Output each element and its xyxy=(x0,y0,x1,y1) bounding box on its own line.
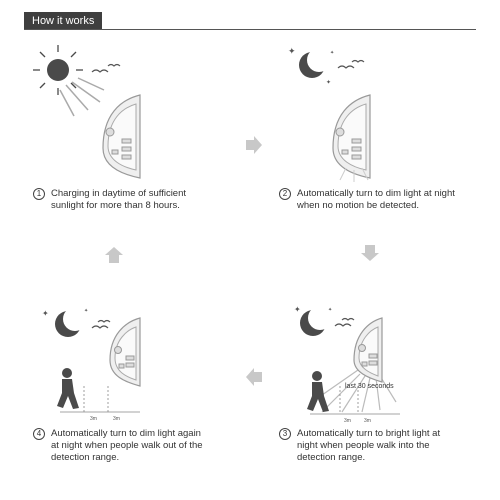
sun-icon xyxy=(33,45,83,95)
solar-light-device-icon xyxy=(103,95,140,178)
solar-light-device-icon xyxy=(354,318,382,382)
birds-icon xyxy=(92,321,110,329)
step-number: 3 xyxy=(279,428,291,440)
solar-light-device-icon xyxy=(333,95,370,178)
svg-text:✦: ✦ xyxy=(328,307,333,313)
distance-label-c: 3m xyxy=(344,418,351,424)
step-text: Automatically turn to bright light at night when people walk into the detection range. xyxy=(297,428,441,463)
step-1 xyxy=(33,188,211,212)
arrow-up-icon xyxy=(105,245,123,265)
panel-night-dim xyxy=(250,40,490,240)
step-3 xyxy=(279,428,457,464)
svg-text:✦: ✦ xyxy=(288,46,296,56)
daytime-illustration xyxy=(0,40,240,190)
svg-text:✦: ✦ xyxy=(326,80,332,86)
svg-text:✦: ✦ xyxy=(42,309,49,318)
panel-night-dim-again xyxy=(0,290,240,490)
step-number: 4 xyxy=(33,428,45,440)
moon-icon xyxy=(55,307,87,337)
panel-daytime-charging xyxy=(0,40,240,240)
distance-label-b: 3m xyxy=(113,416,120,422)
section-title: How it works xyxy=(24,12,102,30)
birds-icon xyxy=(335,319,354,327)
step-text: Automatically turn to dim light again at night when people walk out of the detection range. xyxy=(51,428,203,463)
svg-text:✦: ✦ xyxy=(294,305,301,314)
arrow-left-icon xyxy=(244,368,264,386)
step-text: Automatically turn to dim light at night when no motion be detected. xyxy=(297,188,455,211)
step-number: 2 xyxy=(279,188,291,200)
birds-icon xyxy=(92,65,120,73)
arrow-right-icon xyxy=(244,136,264,154)
walking-person-icon xyxy=(307,371,329,412)
birds-icon xyxy=(338,61,364,69)
solar-light-device-icon xyxy=(110,318,140,386)
distance-label-a: 3m xyxy=(90,416,97,422)
distance-label-d: 3m xyxy=(364,418,371,424)
arrow-down-icon xyxy=(361,243,379,263)
sun-rays-icon xyxy=(60,78,104,116)
night-dim-illustration xyxy=(250,40,490,190)
duration-label: last 30 seconds xyxy=(345,383,394,390)
night-bright-illustration xyxy=(250,290,490,430)
step-2 xyxy=(279,188,457,212)
moon-icon xyxy=(299,48,331,78)
header-divider xyxy=(24,29,476,30)
svg-text:✦: ✦ xyxy=(330,50,335,56)
step-4 xyxy=(33,428,211,464)
panel-night-bright xyxy=(250,290,490,490)
svg-text:✦: ✦ xyxy=(84,308,89,314)
walking-person-icon xyxy=(57,368,79,409)
step-text: Charging in daytime of sufficient sunlight for more than 8 hours. xyxy=(51,188,187,211)
night-dim-again-illustration xyxy=(0,290,240,430)
step-number: 1 xyxy=(33,188,45,200)
detection-range-lines xyxy=(84,386,108,412)
